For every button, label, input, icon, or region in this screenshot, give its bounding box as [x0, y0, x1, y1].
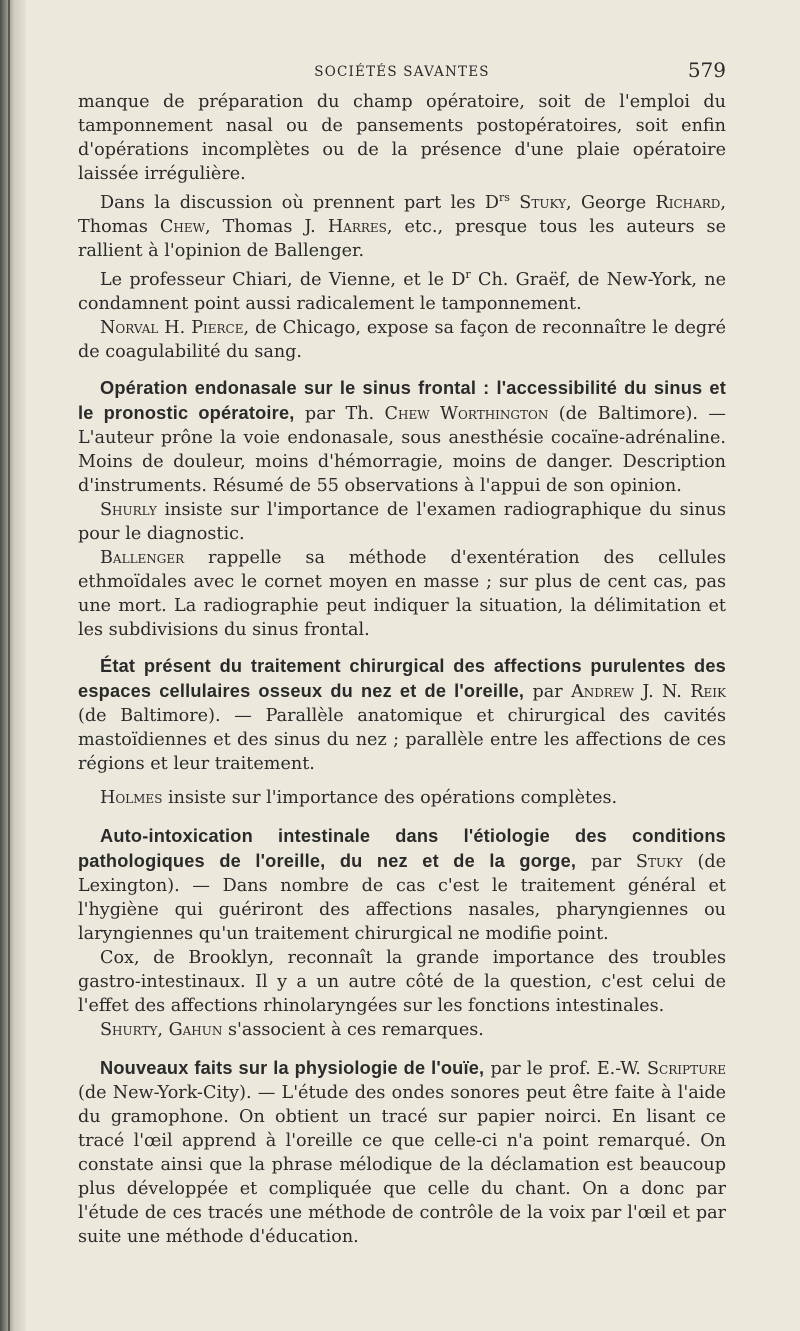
page-body — [78, 90, 726, 1249]
paragraph-3: Le professeur Chiari, de Vienne, et le $D^r$ Ch. Graëf, de New-York, ne condamnent point aussi radicalement le tamponnement. — [78, 267, 726, 314]
paragraph-13: Nouveaux faits sur la physiologie de l'ouïe, par le prof. E.-W. Scripture (de New-York-City). — L'étude des ondes sonores peut être faite à l'aide du gramophone. On obtient un tracé sur papier noirci. En lisant ce tracé l'œil apprend à l'oreille ce que celle-ci n'a point remarqué. On constate ainsi que la phrase mélodique de la déclamation est beaucoup plus développée et compliquée que celle du chant. On a donc par l'étude de ces tracés une méthode de contrôle de la voix par l'œil et par suite une méthode d'éducation. — [78, 1057, 726, 1247]
author-name: Harres — [327, 216, 387, 237]
book-spine-line — [8, 0, 10, 1331]
section-title: Auto-intoxication intestinale dans l'étiologie des conditions pathologiques de l'oreille, du nez et de la gorge, — [78, 825, 726, 871]
author-name: Holmes — [100, 787, 163, 808]
book-spine-shadow — [0, 0, 26, 1331]
paragraph-8: État présent du traitement chirurgical des affections purulentes des espaces cellulaires osseux du nez et de l'oreille, par Andrew J. N. Reik (de Baltimore). — Parallèle anatomique et chirurgical des cavités mastoïdiennes et des sinus du nez ; parallèle entre les affections de ces régions et leur traitement. — [78, 655, 726, 774]
author-name: Andrew — [571, 681, 635, 702]
page-number: 579 — [687, 58, 726, 82]
author-name: Scripture — [646, 1058, 726, 1079]
page-header — [78, 56, 726, 90]
author-name: Shurty — [100, 1019, 158, 1040]
running-head: SOCIÉTÉS SAVANTES — [314, 64, 490, 80]
page — [78, 56, 726, 1249]
section-title: Nouveaux faits sur la physiologie de l'ouïe, — [100, 1057, 485, 1078]
paragraph-6: Shurly insiste sur l'importance de l'examen radiographique du sinus pour le diagnostic. — [78, 499, 726, 544]
paragraph-4: Norval H. Pierce, de Chicago, expose sa façon de reconnaître le degré de coagulabilité du sang. — [78, 317, 726, 362]
paragraph-12: Shurty, Gahun s'associent à ces remarques. — [100, 1019, 484, 1040]
author-name: Chew Worthington — [384, 403, 549, 424]
author-name: Reik — [690, 681, 726, 702]
paragraph-9: Holmes insiste sur l'importance des opérations complètes. — [100, 787, 618, 808]
paragraph-10: Auto-intoxication intestinale dans l'étiologie des conditions pathologiques de l'oreille, du nez et de la gorge, par Stuky (de Lexington). — Dans nombre de cas c'est le traitement général et l'hygiène qui guériront des affections nasales, pharyngiennes ou laryngiennes qu'un traitement chirurgical ne modifie point. — [78, 825, 726, 944]
paragraph-11: Cox, de Brooklyn, reconnaît la grande importance des troubles gastro-intestinaux. Il y a un autre côté de la question, c'est celui de l'effet des affections rhinolaryngées sur les fonctions intestinales. — [78, 947, 726, 1016]
author-name: Chew — [159, 216, 205, 237]
paragraph-2: Dans la discussion où prennent part les $D^{rs}$ Stuky, George Richard, Thomas Chew, Thomas J. Harres, etc., presque tous les auteurs se rallient à l'opinion de Ballenger. — [78, 191, 727, 261]
author-name: Stuky — [519, 192, 567, 213]
author-name: Richard — [655, 192, 721, 213]
author-name: Stuky — [635, 851, 683, 872]
author-name: Gahun — [168, 1019, 223, 1040]
section-title: État présent du traitement chirurgical des affections purulentes des espaces cellulaires osseux du nez et de l'oreille, — [78, 655, 726, 701]
author-name: Pierce — [191, 317, 244, 338]
section-title: Opération endonasale sur le sinus frontal : l'accessibilité du sinus et le pronostic opératoire, — [78, 377, 726, 423]
paragraph-7: Ballenger rappelle sa méthode d'exentération des cellules ethmoïdales avec le cornet moyen en masse ; sur plus de cent cas, pas une mort. La radiographie peut indiquer la situation, la délimitation et les subdivisions du sinus frontal. — [78, 547, 726, 640]
author-name: Norval — [100, 317, 159, 338]
paragraph-1: manque de préparation du champ opératoire, soit de l'emploi du tamponnement nasal ou de pansements postopératoires, soit enfin d'opérations incomplètes ou de la présence d'une plaie opératoire laissée irrégulière. — [78, 92, 726, 184]
author-name: Shurly — [100, 499, 157, 520]
paragraph-5: Opération endonasale sur le sinus frontal : l'accessibilité du sinus et le pronostic opératoire, par Th. Chew Worthington (de Baltimore). — L'auteur prône la voie endonasale, sous anesthésie cocaïne-adrénaline. Moins de douleur, moins d'hémorragie, moins de danger. Description d'instruments. Résumé de 55 observations à l'appui de son opinion. — [78, 377, 726, 496]
author-name: Ballenger — [100, 547, 185, 568]
